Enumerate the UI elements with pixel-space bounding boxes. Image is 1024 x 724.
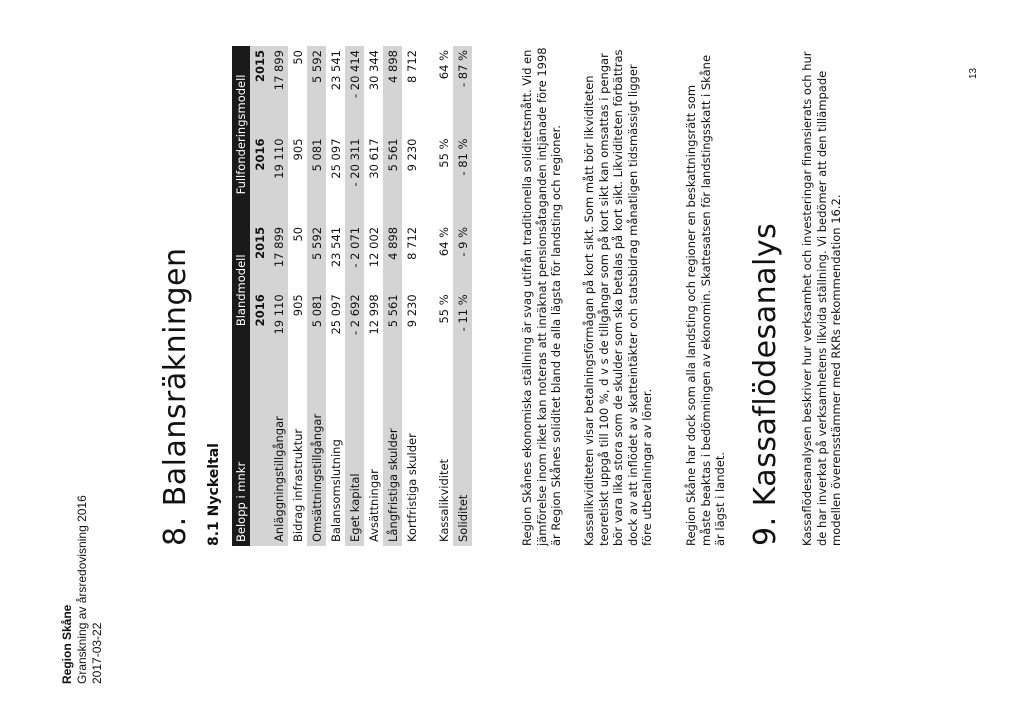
group-fullfonderingsmodell: Fullfonderingsmodell [232,46,250,223]
row-value: 19 110 [269,290,288,357]
row-value: 55 % [436,138,451,168]
row-value: 9 230 [404,138,419,172]
paragraph-financial-position: Region Skånes ekonomiska ställning är svag utifrån traditionella soliditetsmått. Vid en jämförelse inom riket kan noteras att inräknat pensionsåtaganden intjänade före 1998 är Region Skånes soliditet bland de alla lägsta för landsting och regioner. [520,47,563,546]
year-header: 2015 [250,46,269,134]
row-value: - 87 % [453,46,472,134]
row-value: - 9 % [453,223,472,290]
row-value: 5 561 [383,134,402,222]
row-value: - 20 311 [345,134,364,222]
row-value: 23 541 [328,226,343,268]
paragraph-taxation: Region Skåne har dock som alla landsting och regioner en beskattningsrätt som måste beaktas i bedömningen av ekonomin. Skattesatsen för landstingsskatt i Skåne är lägst i landet. [684,54,727,546]
row-value: 17 899 [269,46,288,134]
row-value: 5 592 [307,223,326,290]
row-value: 25 097 [328,294,343,335]
row-value: 9 230 [404,294,419,328]
row-value: 5 561 [383,290,402,357]
year-header: 2015 [250,223,269,290]
row-value: - 11 % [453,290,472,357]
paragraph-cash-flow: Kassaflödesanalysen beskriver hur verksamhet och investeringar finansierats och hur de har inverkat på verksamhetens likvida ställning. Vi bedömer att den tillämpade modellen överensstämmer med RKRs rekommendation 16.2. [800,51,843,546]
row-label: Omsättningstillgångar [307,358,326,546]
section-8-1-subheading: 8.1 Nyckeltal [206,443,222,546]
year-header: 2016 [250,290,269,357]
row-value: 5 081 [307,134,326,222]
row-label: Kortfristiga skulder [404,433,419,542]
row-label: Anläggningstillgångar [269,358,288,546]
table-row [383,46,402,546]
table-row [307,46,326,546]
table-row [402,46,421,546]
row-value: 50 [290,50,305,65]
table-row [345,46,364,546]
section-9-heading: 9. Kassaflödesanalys [748,222,783,546]
row-value: 8 712 [404,50,419,83]
year-header: 2016 [250,134,269,222]
row-value: 905 [290,138,305,161]
row-value: - 2 071 [345,223,364,290]
key-figures-table [232,46,472,546]
row-value: 64 % [436,50,451,80]
table-row [326,46,345,546]
unit-label: Belopp i mnkr [232,358,250,546]
row-value: 4 898 [383,46,402,134]
row-value: 905 [290,294,305,317]
page-header [60,495,105,684]
table-row [434,46,453,546]
row-value: 17 899 [269,223,288,290]
row-value: - 20 414 [345,46,364,134]
row-label: Balansomslutning [328,439,343,542]
table-row [269,46,288,546]
row-value: 30 344 [366,50,381,91]
row-value: 23 541 [328,50,343,91]
row-value: 30 617 [366,138,381,179]
row-label: Avsättningar [366,469,381,542]
row-value: 4 898 [383,223,402,290]
document-subtitle: Granskning av årsredovisning 2016 [75,495,89,684]
row-value: 19 110 [269,134,288,222]
row-label: Långfristiga skulder [383,358,402,546]
section-8-heading: 8. Balansräkningen [158,247,193,546]
row-value: 12 998 [366,294,381,335]
table-year-header [250,46,269,546]
page-number: 13 [968,67,979,79]
paragraph-liquidity: Kassalikviditeten visar betalningsförmågan på kort sikt. Som mått bör likviditeten teoretiskt uppgå till 100 %, d v s de tillgångar som på kort sikt kan omsattas i pengar bör vara lika stora som de skulder som ska betalas på kort sikt. Likviditeten förbättras dock av att inflödet av skatteintäkter och statsbidrag månatligen tidsmässigt ligger före utbetalningar av löner. [582,49,654,546]
table-row [364,46,383,546]
row-value: - 2 692 [345,290,364,357]
table-spacer [421,46,434,546]
table-row [453,46,472,546]
organization-name: Region Skåne [60,604,74,684]
row-value: 12 002 [366,226,381,268]
row-value: - 81 % [453,134,472,222]
row-value: 5 081 [307,290,326,357]
table-group-header [232,46,250,546]
row-label: Bidrag infrastruktur [290,428,305,542]
row-value: 64 % [436,226,451,257]
row-value: 5 592 [307,46,326,134]
table-row [288,46,307,546]
document-date: 2017-03-22 [90,622,104,684]
row-value: 55 % [436,294,451,324]
row-value: 50 [290,226,305,242]
row-label: Kassalikviditet [436,458,451,542]
row-value: 25 097 [328,138,343,179]
group-blandmodell: Blandmodell [232,223,250,358]
row-value: 8 712 [404,226,419,260]
row-label: Eget kapital [345,358,364,546]
row-label: Soliditet [453,358,472,546]
